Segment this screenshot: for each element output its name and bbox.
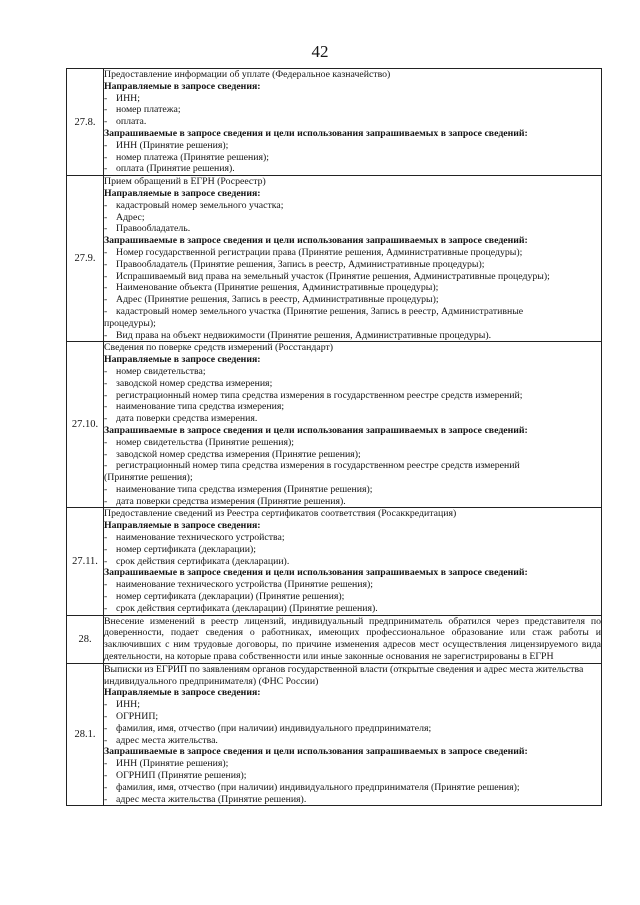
list-item: - ОГРНИП; — [104, 711, 601, 723]
service-title: Прием обращений в ЕГРН (Росреестр) — [104, 176, 266, 188]
service-title: Сведения по поверке средств измерений (Росстандарт) — [104, 342, 334, 354]
list-item: - ИНН (Принятие решения); — [104, 140, 601, 152]
list-item: - Правообладатель (Принятие решения, Запись в реестр, Административные процедуры); — [104, 259, 601, 271]
section-heading: Запрашиваемые в запросе сведения и цели использования запрашиваемых в запросе сведений: — [104, 746, 528, 758]
row-content — [104, 176, 602, 342]
list-item: - дата поверки средства измерения (Принятие решения). — [104, 496, 601, 508]
row-number: 27.10. — [67, 342, 104, 508]
table-row — [67, 342, 602, 508]
row-content — [104, 663, 602, 806]
list-item: - ИНН; — [104, 93, 601, 105]
list-item-continuation: процедуры); — [104, 317, 156, 329]
section-heading: Запрашиваемые в запросе сведения и цели использования запрашиваемых в запросе сведений: — [104, 424, 528, 436]
list-item: - заводской номер средства измерения (Принятие решения); — [104, 449, 601, 461]
list-item-continuation: (Принятие решения); — [104, 472, 193, 484]
list-item: - фамилия, имя, отчество (при наличии) индивидуального предпринимателя; — [104, 723, 601, 735]
section-heading: Направляемые в запросе сведения: — [104, 687, 261, 699]
list-item: - адрес места жительства (Принятие решения). — [104, 794, 601, 806]
list-item: - наименование технического устройства; — [104, 532, 601, 544]
section-heading: Запрашиваемые в запросе сведения и цели использования запрашиваемых в запросе сведений: — [104, 567, 528, 579]
list-item: - Испрашиваемый вид права на земельный участок (Принятие решения, Административные процедуры); — [104, 271, 601, 283]
list-item: - номер платежа; — [104, 104, 601, 116]
list-item: - срок действия сертификата (декларации). — [104, 556, 601, 568]
section-heading: Запрашиваемые в запросе сведения и цели использования запрашиваемых в запросе сведений: — [104, 127, 528, 139]
list-item: - дата поверки средства измерения. — [104, 413, 601, 425]
list-item: - ИНН; — [104, 699, 601, 711]
list-item: - ИНН (Принятие решения); — [104, 758, 601, 770]
list-item: - заводской номер средства измерения; — [104, 378, 601, 390]
service-title: Выписки из ЕГРИП по заявлениям органов государственной власти (открытые сведения и адрес места жительства индивидуального предпринимателя) (ФНС России) — [104, 663, 584, 687]
list-item: - Номер государственной регистрации права (Принятие решения, Административные процедуры); — [104, 247, 601, 259]
list-item: - оплата (Принятие решения). — [104, 163, 601, 175]
list-item: - Наименование объекта (Принятие решения, Административные процедуры); — [104, 282, 601, 294]
list-item: - оплата. — [104, 116, 601, 128]
row-content — [104, 615, 602, 663]
service-title: Предоставление сведений из Реестра сертификатов соответствия (Росаккредитация) — [104, 508, 457, 520]
list-item: - номер свидетельства; — [104, 366, 601, 378]
row-content — [104, 342, 602, 508]
list-item: - номер сертификата (декларации) (Принятие решения); — [104, 591, 601, 603]
list-item: - срок действия сертификата (декларации) (Принятие решения). — [104, 603, 601, 615]
row-number: 28.1. — [67, 663, 104, 806]
table-row — [67, 615, 602, 663]
list-item: - регистрационный номер типа средства измерения в государственном реестре средств измерений — [104, 460, 601, 472]
section-heading: Направляемые в запросе сведения: — [104, 187, 261, 199]
list-item: - Вид права на объект недвижимости (Принятие решения, Административные процедуры). — [104, 330, 601, 342]
row-number: 27.9. — [67, 176, 104, 342]
list-item: - фамилия, имя, отчество (при наличии) индивидуального предпринимателя (Принятие решения); — [104, 782, 601, 794]
list-item: - Адрес (Принятие решения, Запись в реестр, Административные процедуры); — [104, 294, 601, 306]
list-item: - Правообладатель. — [104, 223, 601, 235]
row-number: 27.8. — [67, 69, 104, 176]
service-description: Внесение изменений в реестр лицензий, индивидуальный предприниматель обратился через представителя по доверенности, подает сведения о работниках, имеющих профессиональное образование или стаж работы и заключивших с ним трудовые договоры, по причине изменения адресов мест осуществления лицензируемого вида деятельности, на которые права собственности или иные законные основания не зарегистрированы в ЕГРН — [104, 615, 601, 663]
services-table — [66, 68, 602, 806]
list-item: - регистрационный номер типа средства измерения в государственном реестре средств измерений; — [104, 390, 601, 402]
list-item: - Адрес; — [104, 212, 601, 224]
section-heading: Направляемые в запросе сведения: — [104, 354, 261, 366]
row-number: 27.11. — [67, 508, 104, 615]
page-number: 42 — [311, 42, 329, 61]
list-item: - кадастровый номер земельного участка; — [104, 200, 601, 212]
row-number: 28. — [67, 615, 104, 663]
list-item: - номер сертификата (декларации); — [104, 544, 601, 556]
list-item: - наименование технического устройства (Принятие решения); — [104, 579, 601, 591]
list-item: - наименование типа средства измерения; — [104, 401, 601, 413]
list-item: - адрес места жительства. — [104, 735, 601, 747]
service-title: Предоставление информации об уплате (Федеральное казначейство) — [104, 69, 391, 80]
row-content — [104, 508, 602, 615]
table-body — [67, 69, 602, 806]
table-row — [67, 508, 602, 615]
list-item: - номер свидетельства (Принятие решения); — [104, 437, 601, 449]
list-item: - ОГРНИП (Принятие решения); — [104, 770, 601, 782]
section-heading: Направляемые в запросе сведения: — [104, 80, 261, 92]
list-item: - номер платежа (Принятие решения); — [104, 152, 601, 164]
list-item: - наименование типа средства измерения (Принятие решения); — [104, 484, 601, 496]
section-heading: Запрашиваемые в запросе сведения и цели использования запрашиваемых в запросе сведений: — [104, 235, 528, 247]
table-row — [67, 69, 602, 176]
table-row — [67, 176, 602, 342]
section-heading: Направляемые в запросе сведения: — [104, 520, 261, 532]
row-content — [104, 69, 602, 176]
table-row — [67, 663, 602, 806]
list-item: - кадастровый номер земельного участка (Принятие решения, Запись в реестр, Административные — [104, 306, 601, 318]
